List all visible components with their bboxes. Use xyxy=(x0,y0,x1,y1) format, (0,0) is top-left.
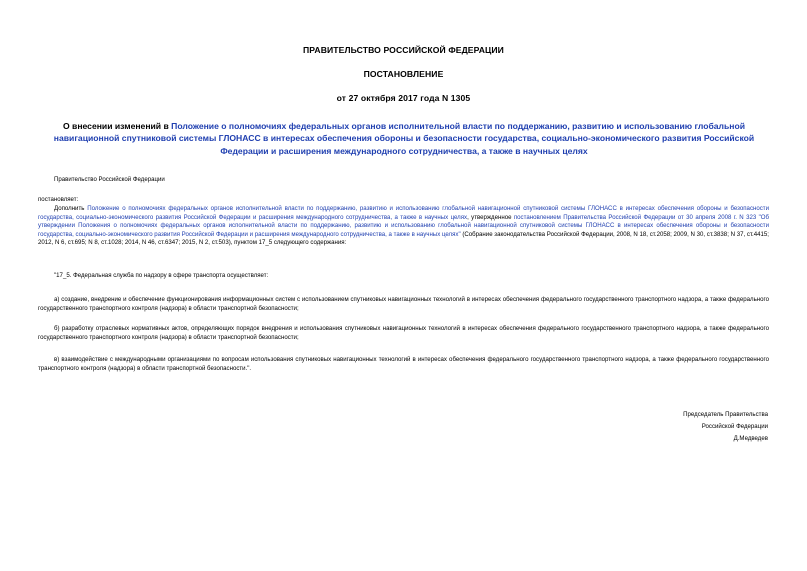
signature-position: Председатель Правительства xyxy=(683,411,768,418)
paragraph-amendment xyxy=(38,205,769,248)
paragraph-17-5: "17_5. Федеральная служба по надзору в сфере транспорта осуществляет: xyxy=(54,272,269,279)
document-type: ПОСТАНОВЛЕНИЕ xyxy=(363,69,444,79)
p1-text-after: (Собрание законодательства Российской Федерации, 2008, N 18, ст.2058; 2009, N 30, ст.3838; N 37, ст.4415; 2012, N 6, ст.695; N 8, ст.1028; 2014, N 46, ст.6347; 2015, N 2, ст.503), пунктом 17_5 следующего содержания: xyxy=(38,230,769,246)
signature-country: Российской Федерации xyxy=(701,422,768,430)
title-prefix: О внесении изменений в xyxy=(62,121,172,131)
signature-name: Д.Медведев xyxy=(733,434,768,442)
title-regulation-link[interactable]: Положение о полномочиях федеральных органов исполнительной власти по поддержанию, развитию и использованию глобальной навигационной спутниковой системы ГЛОНАСС в интересах обеспечения обороны и безопасности государства, социально-экономического развития Российской Федерации и расширения международного сотрудничества, а также в научных целях xyxy=(53,121,755,156)
decree-link[interactable]: постановлением Правительства Российской Федерации от 30 апреля 2008 г. N 323 "Об утверждении Положения о полномочиях федеральных органов исполнительной власти по поддержанию, развитию и использованию глобальной навигационной спутниковой системы ГЛОНАСС в интересах обеспечения обороны и безопасности государства, социально-экономического развития Российской Федерации и расширения международного сотрудничества, а также в научных целях" xyxy=(38,213,770,238)
resolves-line: постановляет: xyxy=(38,196,79,203)
paragraph-c: в) взаимодействие с международными организациями по вопросам использования спутниковых навигационных технологий в интересах обеспечения федерального государственного транспортного надзора, а также федерального государственного транспортного контроля (надзора) в области транспортной безопасности.". xyxy=(38,356,769,372)
regulation-link[interactable]: Положение о полномочиях федеральных органов исполнительной власти по поддержанию, развитию и использованию глобальной навигационной спутниковой системы ГЛОНАСС в интересах обеспечения обороны и безопасности государства, социально-экономического развития Российской Федерации и расширения международного сотрудничества, а также в научных целях xyxy=(38,205,769,221)
p1-text-middle: , утвержденное xyxy=(467,213,514,221)
document-title xyxy=(38,120,770,157)
paragraph-a: а) создание, внедрение и обеспечение функционирования информационных систем с использованием спутниковых навигационных технологий в интересах обеспечения федерального государственного транспортного надзора, а также федерального государственного транспортного контроля (надзора) в области транспортной безопасности; xyxy=(38,296,769,312)
signature-block xyxy=(683,409,768,444)
government-line: Правительство Российской Федерации xyxy=(54,176,165,183)
paragraph-b: б) разработку отраслевых нормативных актов, определяющих порядок внедрения и использования спутниковых навигационных технологий в интересах обеспечения федерального государственного транспортного надзора, а также федерального государственного транспортного контроля (надзора) в области транспортной безопасности; xyxy=(38,325,769,341)
p1-text-before: Дополнить xyxy=(54,205,88,212)
document-date-number: от 27 октября 2017 года N 1305 xyxy=(336,93,471,103)
government-header: ПРАВИТЕЛЬСТВО РОССИЙСКОЙ ФЕДЕРАЦИИ xyxy=(303,45,504,55)
